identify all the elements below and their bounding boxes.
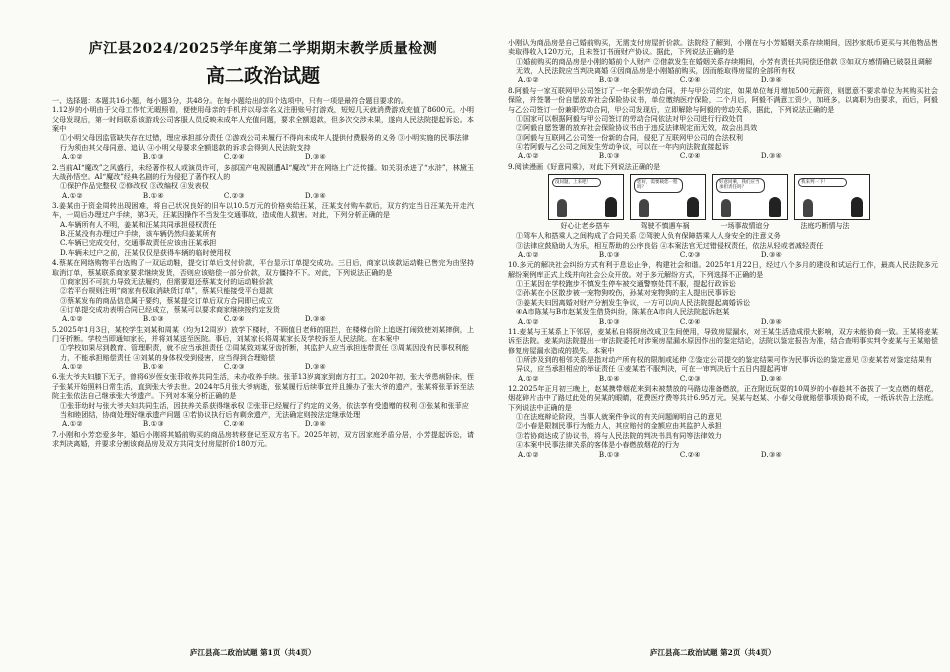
- question-option: ①小明父母因监管缺失存在过错，理应承担部分责任 ②游戏公司未履行不得向未成年人提供付费服务的义务 ③小明实施的民事法律行为须由其父母同意、追认 ④小明父母要求全额退款的诉求会得到人民法院支持: [60, 133, 469, 152]
- answer-choice: B.①③: [142, 314, 164, 324]
- answer-choice: B.①④: [598, 373, 620, 383]
- question-stem: 8.阿毅与一家互联网甲公司签订了一年全职劳动合同，并与甲公司约定，如果单位每月增加500元薪资，则愿意不要求单位为其购买社会保险，并签署一份自愿放弃社会保险协议书，单位缴纳医疗保险，二个月后，阿毅不满意工资少，加班多，以离职为由要求，而后，阿毅与乙公司签订一份兼职劳动合同，甲公司发现后，立即解除与阿毅的劳动关系，据此，下列说法正确的是: [508, 85, 938, 114]
- question-option: ①商家因不可抗力导致无法履约，但需要退还蔡某支付的运动鞋价款: [60, 276, 273, 286]
- answer-choice: A.①②: [518, 373, 539, 383]
- question-option: ②孙某在小区散步被一宠物狗咬伤，孙某对宠物狗的主人提出民事诉讼: [516, 288, 736, 298]
- right-column: [508, 0, 938, 640]
- question-option: ②阿毅自愿签署的放弃社会保险协议书由于违反法律规定而无效，故会出具效: [516, 123, 758, 133]
- question-option: ③姜某夫妇因离婚对财产分割发生争议，一方可以向人民法院提起离婚诉讼: [516, 297, 751, 307]
- answer-choice: A.①②: [518, 75, 539, 85]
- footer-page-2: 庐江县高二政治试题 第2页（共4页）: [650, 648, 776, 657]
- question-option: A.车辆所有人不明，姜某和汪某共同承担侵权责任: [60, 219, 217, 229]
- question-stem: 11.麦某与王某系上下邻居，麦某私自将厨房改成卫生间使用，导致房屋漏水，对王某生活造成很大影响，双方未能协商一致。王某将麦某诉至法院。麦某向法院提出一审法院委托对涉案房屋漏水原因作出的鉴定结论，法院以鉴定报告为准，结合查明事实判令麦某与王某赔偿修复房屋漏水造成的损失。本案中: [508, 326, 938, 355]
- comic-caption: 驾驶不慎遇车祸: [640, 222, 690, 231]
- answer-choice: C.②④: [679, 449, 701, 459]
- answer-choices: [52, 152, 474, 161]
- question-stem: 小刚认为商品房是自己婚前购买，无需支付房屋折价款。法院经了解到，小刚在与小芳婚姻关系存续期间，因抄家纸币更买与其他物品售卖取得收入120万元，且未签订书面财产协议。据此，下列说法正确的是: [508, 38, 938, 57]
- question-item: [52, 163, 474, 200]
- answer-choice: A.①②: [62, 362, 83, 372]
- question-list-right: [508, 38, 938, 171]
- answer-choice: A.①②: [62, 419, 83, 429]
- speech-bubble: 我来判一下！: [798, 178, 847, 187]
- comic-caption: 好心让老乡搭车: [560, 222, 610, 231]
- footer-page-1: 庐江县高二政治试题 第1页（共4页）: [190, 648, 316, 657]
- answer-choice: A.①②: [62, 190, 83, 200]
- answer-choice: A.①②: [518, 449, 539, 459]
- answer-choices: [508, 374, 938, 383]
- answer-choice: C.②④: [679, 151, 701, 161]
- answer-choice: D.③④: [760, 151, 783, 161]
- answer-choice: C.②③: [223, 190, 245, 200]
- answer-choices: [508, 450, 938, 459]
- answer-choice: B.①④: [142, 362, 164, 372]
- answer-choice: D.③④: [304, 152, 327, 162]
- person-figure-icon: [721, 199, 731, 217]
- question-option: D.车辆未过户之前，汪某仅仅是获得车辆的临时使用权: [60, 247, 231, 257]
- person-figure-icon: [639, 199, 649, 217]
- comic-panel: [630, 174, 706, 220]
- question-option: C.车辆已完成交付，交通事故责任应该由汪某承担: [60, 238, 217, 248]
- answer-choice: D.③④: [304, 419, 327, 429]
- question-option: ③蔡某发布的商品信息属于要约，蔡某提交订单后双方合同即已成立: [60, 295, 273, 305]
- question-stem: 4.蔡某在网络购物平台选购了一双运动鞋，提交订单后支付价款，平台显示订单提交成功。三日后，商家以该款运动鞋已售完为由坚持取消订单，蔡某联系商家要求继续发货，否则应该赔偿一部分价款，双方僵持不下。对此，下列说法正确的是: [52, 258, 474, 277]
- answer-choices: [508, 317, 938, 326]
- question-item: [52, 325, 474, 372]
- answer-choice: C.②④: [223, 314, 245, 324]
- answer-choice: B.①④: [142, 190, 164, 200]
- answer-choice: B.①③: [598, 151, 620, 161]
- answer-choice: B.①③: [142, 419, 164, 429]
- answer-choice: D.③④: [760, 249, 783, 259]
- answer-choice: D.③④: [760, 316, 783, 326]
- question-stem: 12.2025年正月初三晚上，赵某携带烟花来到未被禁放的马路边准备燃放，正在附近玩耍的10周岁的小春趁其不备拔了一支点燃的烟花，烟花碎片击中了路过此处的吴某的眼睛，花费医疗费等共计6.95万元。吴某与赵某、小春父母就赔偿事项协商不成，一纸诉状告上法庭。下列说法中正确的是: [508, 384, 938, 412]
- answer-choices: [508, 151, 938, 160]
- question-option: ③若协商达成了协议书，将与人民法院的判决书具有同等法律效力: [516, 430, 722, 440]
- answer-choice: B.①③: [598, 75, 620, 85]
- question-option: ④订单提交成功表明合同已经成立，蔡某可以要求商家继续按约定发货: [60, 304, 280, 314]
- question-option: ①在法庭辩论阶段，当事人就案件争议的有关问题阐明自己的意见: [516, 412, 722, 422]
- question-option: ④A市陈某与B市赵某发生借贷纠纷，陈某在A市向人民法院起诉赵某: [516, 307, 730, 317]
- question-item: [52, 372, 474, 428]
- section-intro: 一、选择题：本题共16小题，每小题3分，共48分。在每小题给出的四个选项中，只有一项是最符合题目要求的。: [52, 95, 408, 105]
- answer-choice: B.①③: [598, 316, 620, 326]
- answer-choice: C.②④: [223, 419, 245, 429]
- question-option: ③法律应鼓励助人为乐，相互帮助的公序良俗 ④本案法官无过错侵权责任，依法从轻或者减轻责任: [516, 240, 824, 250]
- comic-panel: [548, 174, 624, 220]
- answer-choices: [508, 75, 938, 84]
- answer-choices: [52, 314, 474, 323]
- person-figure-icon: [851, 197, 863, 217]
- answer-choices: [52, 191, 474, 200]
- answer-choice: D.③④: [760, 373, 783, 383]
- answer-choice: C.②③: [223, 362, 245, 372]
- question-stem: 1.12岁的小明由于父母工作忙无暇照看，便使用母亲的手机并以母亲名义注册账号打游戏，短短几天就消费游戏充值了8600元。小明父母发现后，第一时间联系该游戏公司客服人员反映未成年人充值问题，要求全额退款，但多次交涉未果，遂向人民法院提起诉讼。本案中: [52, 105, 474, 134]
- person-figure-icon: [687, 197, 699, 217]
- answer-choice: D.③④: [304, 314, 327, 324]
- question-list-right-2: [508, 231, 938, 459]
- question-stem: 2.当前AI“魔改”之风盛行，未经著作权人或演员许可，多部国产电视剧遭AI“魔改”并在网络上广泛传播。如关羽杀进了“水浒”，林黛玉大战孙悟空。AI“魔改”经典名剧的行为侵犯了著作权人的: [52, 162, 474, 181]
- comic-captions: [548, 222, 938, 231]
- question-item: [52, 258, 474, 324]
- answer-choice: C.②④: [679, 316, 701, 326]
- answer-choice: A.①②: [518, 249, 539, 259]
- question-option: B.汪某没有办理过户手续，该车辆仍然归姜某所有: [60, 229, 217, 239]
- comic-strip: [548, 174, 938, 220]
- question-stem: 9.阅读漫画《好意同乘》，对此下列说法正确的是: [508, 161, 661, 171]
- question-option: ①国家可以根据阿毅与甲公司签订的劳动合同依法对甲公司进行行政处罚: [516, 113, 743, 123]
- question-option: ③阿毅与互联网乙公司签一份新的合同，侵犯了互联网甲公司的合法权利: [516, 132, 743, 142]
- question-item: [52, 201, 474, 257]
- exam-title: 庐江县2024/2025学年度第二学期期末教学质量检测: [88, 41, 438, 57]
- answer-choice: A.①②: [518, 151, 539, 161]
- question-item: [52, 430, 474, 449]
- comic-caption: 一场事故情谊分: [720, 222, 770, 231]
- question-item: [508, 86, 938, 161]
- answer-choice: C.②③: [679, 249, 701, 259]
- speech-bubble: 您好，需要载您一程吗？: [634, 178, 683, 193]
- comic-caption: 法庭巧断情与法: [800, 222, 850, 231]
- speech-bubble: 好意同乘，我们应当承担责任吗？: [716, 178, 765, 193]
- answer-choice: C.②④: [679, 75, 701, 85]
- person-figure-icon: [557, 199, 567, 217]
- answer-choice: D.③④: [304, 190, 327, 200]
- answer-choice: A.①②: [62, 314, 83, 324]
- question-option: ②若平台规则注明“商家有权取消缺货订单”，蔡某只能接受平台退款: [60, 286, 273, 296]
- question-option: ①驾车人和搭乘人之间构成了合同关系 ②驾驶人负有保障搭乘人人身安全的注意义务: [516, 231, 781, 241]
- comic-panel: [712, 174, 788, 220]
- question-option: ④若阿毅与乙公司之间发生劳动争议，可以在一年内向法院直接起诉: [516, 141, 729, 151]
- question-item: [508, 38, 938, 85]
- question-stem: 3.姜某由于资金周转出现困难，将自己状况良好的旧车以10.5万元的价格卖给汪某，汪某支付购车款后，双方约定当日汪某先开走汽车，一周后办理过户手续，第3天，汪某因操作不当发生交通事故，造成他人损害。对此，下列分析正确的是: [52, 201, 474, 220]
- answer-choices: [52, 362, 474, 371]
- speech-bubble: 没问题，上来吧！: [552, 178, 601, 187]
- answer-choice: C.②③: [679, 373, 701, 383]
- question-option: ④本案中民事法律关系的客体是小春燃放烟花的行为: [516, 440, 680, 450]
- question-option: ①张菲幼时与张大爷夫妇共同生活，因扶养关系获得继承权 ②张菲已经履行了约定的义务，依法享有受遗赠的权利 ③张某和张菲应当和睦团结，协商处理好继承遗产问题 ④若协议执行后有剩余遗产，无法确定则按法定继承处理: [60, 400, 469, 419]
- left-column: [52, 0, 474, 640]
- question-stem: 5.2025年1月3日，某校学生刘某和周某（均为12周岁）放学下楼时，不顾值日老师的阻拦，在楼梯台阶上追逐打闹致使刘某摔倒，上门牙折断。学校当即通知家长，并将刘某送至医院。事后，刘某家长将周某家长及学校诉至人民法院。在本案中: [52, 324, 474, 344]
- comic-panel: [794, 174, 870, 220]
- question-item: [52, 105, 474, 161]
- exam-subtitle: 高二政治试题: [205, 65, 320, 88]
- answer-choice: C.②④: [223, 152, 245, 162]
- answer-choice: A.①②: [518, 316, 539, 326]
- answer-choice: B.①③: [598, 249, 620, 259]
- answer-choice: D.③④: [304, 362, 327, 372]
- person-figure-icon: [803, 199, 813, 217]
- answer-choice: D.③④: [760, 449, 783, 459]
- question-item: [508, 384, 938, 459]
- question-option: ①王某因在学校跑步不慎发生停车被交通警察处罚不服，提起行政诉讼: [516, 279, 736, 289]
- question-option: ①保护作品完整权 ②修改权 ③改编权 ④发表权: [60, 181, 209, 191]
- person-figure-icon: [769, 197, 781, 217]
- answer-choice: B.①③: [142, 152, 164, 162]
- answer-choices: [52, 419, 474, 428]
- question-stem: 10.多元的解决社会纠纷方式有利于息讼止争，构建社会和谐。2025年1月22日，经过八个多月的建设和试运行工作，最高人民法院多元解纷案例库正式上线并向社会公众开放。对于多元解纷方式，下列选择不正确的是: [508, 260, 938, 279]
- question-item: [508, 327, 938, 383]
- question-option: ①婚前购买的商品房是小刚的婚前个人财产 ②借款发生在婚姻关系存续期间，小芳有责任共同偿还借款 ③如双方感情确已破裂且调解无效，人民法院应当判决离婚 ④因商品房是小刚婚前购买，因而能取得房屋的全部所有权: [516, 56, 932, 76]
- answer-choice: B.①③: [598, 449, 620, 459]
- question-option: ①所涉及到的相邻关系是指对动产所有权的限制或延伸 ②鉴定公司提交的鉴定结果可作为民事诉讼的鉴定意见 ③麦某若对鉴定结果有异议，应当承担相应的举证责任 ④麦某若不服判决，可在一审判决后十五日内提起再审: [516, 354, 932, 374]
- question-item: [508, 162, 938, 171]
- question-item: [508, 260, 938, 326]
- question-stem: 7.小刚和小芳恋爱多年，婚后小刚将其婚前购买的商品房转移登记至双方名下。2025年初，双方因家庭矛盾分居，小芳提起诉讼，请求判决离婚，并要求分割该商品房及双方共同支付房屋折价180万元。: [52, 429, 474, 448]
- question-option: ①学校如果尽到教育、管理职责，就不应当承担责任 ②周某致刘某牙齿折断，其监护人应当承担连带责任 ③周某因没有民事权利能力，不能承担赔偿责任 ④刘某的身体权受到侵害，应当得到合理赔偿: [60, 343, 469, 362]
- answer-choice: D.③④: [760, 75, 783, 85]
- answer-choice: A.①②: [62, 152, 83, 162]
- person-figure-icon: [605, 197, 617, 217]
- question-item: [508, 231, 938, 259]
- question-option: ②小春是限制民事行为能力人，其应赔付的金额应由其监护人承担: [516, 421, 722, 431]
- answer-choices: [508, 250, 938, 259]
- question-list-left: [52, 105, 474, 448]
- question-stem: 6.张大爷夫妇膝下无子，曾将6岁侄女张菲收养共同生活，未办收养手续。张菲13岁离家到南方打工。2020年初，张大爷患病卧床，侄子张某开始照料日常生活，直到张大爷去世。2024年5月张大爷病逝，张某履行后续事宜并且操办了张大爷的遗产，张某将张菲诉至法院主张依法自己继承张大爷遗产。下列对本案分析正确的是: [52, 372, 474, 401]
